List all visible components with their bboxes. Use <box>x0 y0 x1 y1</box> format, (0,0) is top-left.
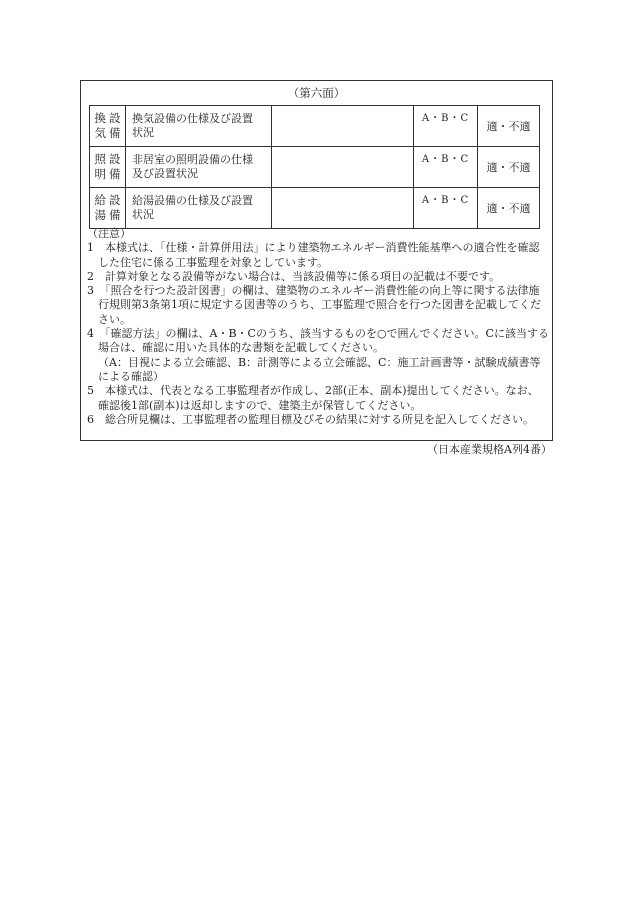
category-char: 湯 <box>94 208 106 222</box>
item-line: 及び設置状況 <box>132 167 198 180</box>
category-char: 設 <box>109 152 121 166</box>
method-cell[interactable]: A・B・C <box>414 188 478 229</box>
table-row <box>90 106 540 147</box>
judgement-cell[interactable]: 適・不適 <box>478 106 540 147</box>
category-char: 照 <box>94 152 106 166</box>
referenced-drawings-cell[interactable] <box>272 147 414 188</box>
item-line: 換気設備の仕様及び設置 <box>132 112 253 125</box>
item-cell <box>126 188 272 229</box>
item-line: 状況 <box>132 208 154 221</box>
method-cell[interactable]: A・B・C <box>414 147 478 188</box>
note-subitem: （A：目視による立会確認、B：計測等による立会確認、C：施工計画書等・試験成績書等による確認） <box>98 355 541 383</box>
note-item: 4 「確認方法」の欄は、A・B・Cのうち、該当するものを○で囲んでください。Cに該当する場合は、確認に用いた具体的な書類を記載してください。 <box>87 327 549 355</box>
equipment-table <box>89 105 540 229</box>
note-item: 5 本様式は、代表となる工事監理者が作成し、2部(正本、副本)提出してください。なお、確認後1部(副本)は返却しますので、建築主が保管してください。 <box>87 384 539 412</box>
category-char: 気 <box>94 126 106 140</box>
category-char: 設 <box>109 111 121 125</box>
item-cell <box>126 147 272 188</box>
notes-section <box>87 227 549 427</box>
category-char: 備 <box>109 126 121 140</box>
item-line: 状況 <box>132 126 154 139</box>
judgement-cell[interactable]: 適・不適 <box>478 147 540 188</box>
note-item: 1 本様式は、「仕様・計算併用法」により建築物エネルギー消費性能基準への適合性を確認した住宅に係る工事監理を対象としています。 <box>87 241 540 269</box>
table-row <box>90 147 540 188</box>
category-char: 備 <box>109 167 121 181</box>
judgement-cell[interactable]: 適・不適 <box>478 188 540 229</box>
referenced-drawings-cell[interactable] <box>272 106 414 147</box>
referenced-drawings-cell[interactable] <box>272 188 414 229</box>
item-cell <box>126 106 272 147</box>
method-cell[interactable]: A・B・C <box>414 106 478 147</box>
paper-size-label: （日本産業規格A列4番） <box>427 443 552 456</box>
category-char: 備 <box>109 208 121 222</box>
category-char: 給 <box>94 193 106 207</box>
category-char: 換 <box>94 111 106 125</box>
table-row <box>90 188 540 229</box>
category-cell <box>90 147 126 188</box>
notes-heading: （注意） <box>87 227 131 240</box>
category-char: 明 <box>94 167 106 181</box>
category-cell <box>90 106 126 147</box>
note-item: 6 総合所見欄は、工事監理者の監理目標及びその結果に対する所見を記入してください。 <box>87 412 534 426</box>
item-line: 給湯設備の仕様及び設置 <box>132 194 253 207</box>
form-frame <box>80 80 553 441</box>
note-item: 3 「照合を行つた設計図書」の欄は、建築物のエネルギー消費性能の向上等に関する法律施行規則第3条第1項に規定する図書等のうち、工事監理で照合を行つた図書を記載してください。 <box>87 284 541 326</box>
item-line: 非居室の照明設備の仕様 <box>132 153 253 166</box>
note-item: 2 計算対象となる設備等がない場合は、当該設備等に係る項目の記載は不要です。 <box>87 269 501 283</box>
page-label: （第六面） <box>287 86 346 100</box>
category-char: 設 <box>109 193 121 207</box>
category-cell <box>90 188 126 229</box>
